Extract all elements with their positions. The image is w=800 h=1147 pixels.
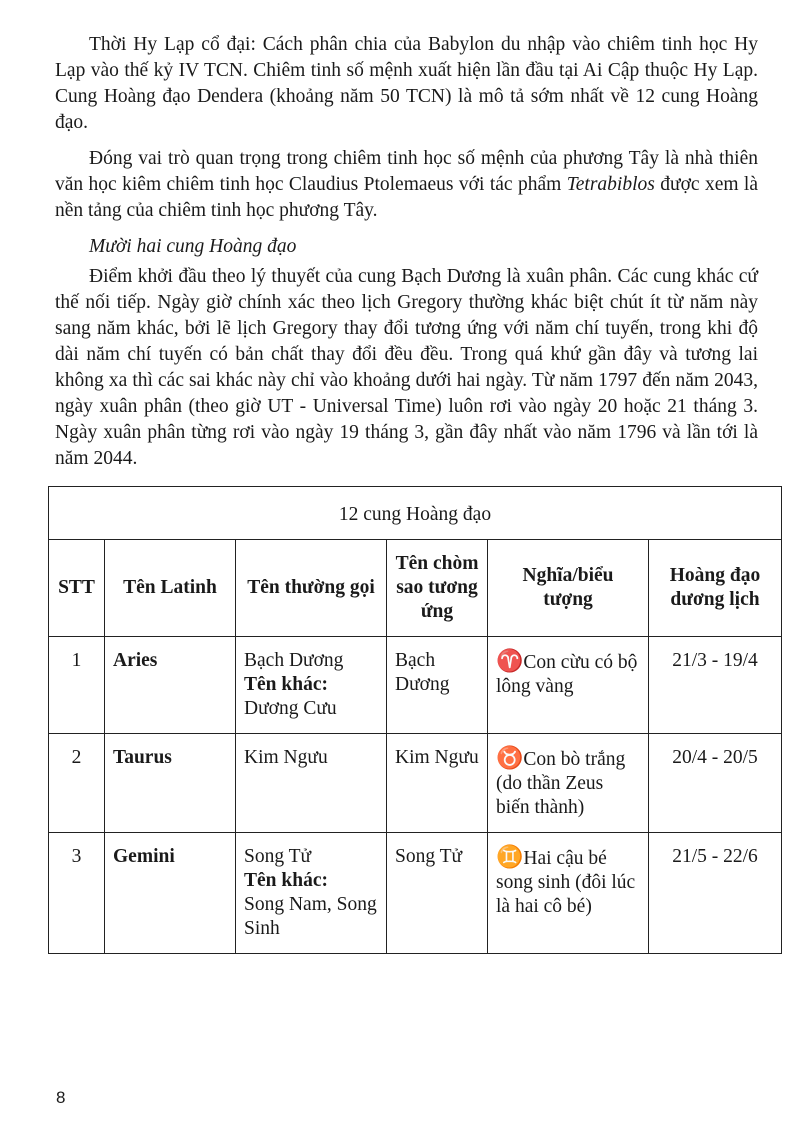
zodiac-table [48, 486, 782, 954]
col-header: Nghĩa/biểu tượng [488, 540, 649, 637]
paragraph: Thời Hy Lạp cổ đại: Cách phân chia của Babylon du nhập vào chiêm tinh học Hy Lạp vào thế kỷ IV TCN. Chiêm tinh số mệnh xuất hiện lần đầu tại Ai Cập thuộc Hy Lạp. Cung Hoàng đạo Dendera (khoảng năm 50 TCN) là mô tả sớm nhất về 12 cung Hoàng đạo. [55, 34, 758, 133]
cell-dates: 21/5 - 22/6 [649, 833, 782, 954]
cell-latin: Gemini [105, 833, 236, 954]
cell-latin: Aries [105, 637, 236, 734]
common-name: Bạch Dương [244, 650, 344, 671]
cell-meaning [488, 833, 649, 954]
col-header: Tên thường gọi [236, 540, 387, 637]
table-header-row [49, 540, 782, 637]
cell-latin: Taurus [105, 734, 236, 833]
table-row [49, 734, 782, 833]
cell-stt: 3 [49, 833, 105, 954]
cell-common [236, 833, 387, 954]
page-number: 8 [56, 1088, 66, 1107]
col-header: Tên chòm sao tương ứng [387, 540, 488, 637]
table-row [49, 833, 782, 954]
col-header: Tên Latinh [105, 540, 236, 637]
alt-name: Dương Cưu [244, 698, 337, 719]
paragraph [55, 146, 758, 224]
paragraph: Điểm khởi đầu theo lý thuyết của cung Bạch Dương là xuân phân. Các cung khác cứ thế nối tiếp. Ngày giờ chính xác theo lịch Gregory thường khác biệt chút ít từ năm này sang năm khác, bởi lẽ lịch Gregory thay đổi tương ứng với năm chí tuyến, trong khi độ dài năm chí tuyến có bản chất thay đổi đều đều. Trong quá khứ gần đây và tương lai không xa thì các sai khác này chỉ vào khoảng dưới hai ngày. Từ năm 1797 đến năm 2043, ngày xuân phân (theo giờ UT - Universal Time) luôn rơi vào ngày 20 hoặc 21 tháng 3. Ngày xuân phân từng rơi vào ngày 19 tháng 3, gần đây nhất vào năm 1796 và lần tới là năm 2044. [55, 266, 758, 469]
table-row [49, 637, 782, 734]
taurus-icon: ♉ [496, 745, 524, 770]
cell-meaning [488, 734, 649, 833]
common-name: Song Tử [244, 846, 312, 867]
aries-icon: ♈ [496, 648, 524, 673]
meaning-text: Con bò trắng (do thần Zeus biến thành) [496, 749, 626, 818]
col-header: Hoàng đạo dương lịch [649, 540, 782, 637]
cell-dates: 20/4 - 20/5 [649, 734, 782, 833]
col-header: STT [49, 540, 105, 637]
cell-constellation: Bạch Dương [387, 637, 488, 734]
cell-dates: 21/3 - 19/4 [649, 637, 782, 734]
table-title: 12 cung Hoàng đạo [49, 487, 782, 540]
paragraph-text: Đóng vai trò quan trọng trong chiêm tinh học số mệnh của phương Tây là nhà thiên văn học kiêm chiêm tinh học Claudius Ptolemaeus với tác phẩm [55, 148, 758, 195]
body-text [55, 32, 758, 482]
cell-constellation: Kim Ngưu [387, 734, 488, 833]
meaning-text: Hai cậu bé song sinh (đôi lúc là hai cô bé) [496, 848, 636, 917]
cell-stt: 2 [49, 734, 105, 833]
book-title: Tetrabiblos [566, 174, 655, 195]
paragraph-text: được xem là nền tảng của chiêm tinh học phương Tây. [55, 174, 758, 221]
meaning-text: Con cừu có bộ lông vàng [496, 652, 638, 697]
cell-stt: 1 [49, 637, 105, 734]
alt-label: Tên khác: [244, 674, 328, 695]
alt-label: Tên khác: [244, 870, 328, 891]
cell-common: Kim Ngưu [236, 734, 387, 833]
alt-name: Song Nam, Song Sinh [244, 894, 377, 939]
gemini-icon: ♊ [496, 844, 524, 869]
cell-meaning [488, 637, 649, 734]
cell-common [236, 637, 387, 734]
section-heading: Mười hai cung Hoàng đạo [89, 236, 297, 257]
cell-constellation: Song Tử [387, 833, 488, 954]
